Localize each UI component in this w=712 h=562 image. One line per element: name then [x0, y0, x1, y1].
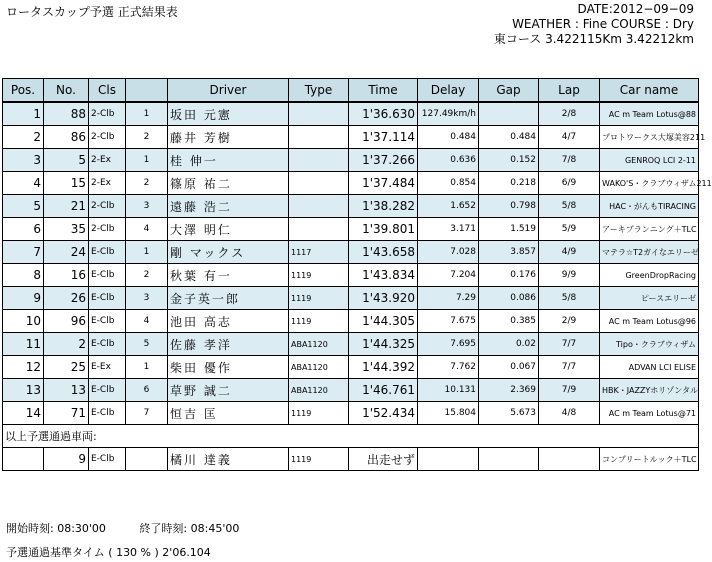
cell-time: 1'43.920: [349, 287, 418, 310]
cell-no: 88: [44, 102, 89, 126]
cell-delay: 7.695: [418, 333, 479, 356]
cell-time: 1'43.658: [349, 241, 418, 264]
cell-cls: 2-Clb: [89, 195, 126, 218]
cell-delay: 7.675: [418, 310, 479, 333]
cell-delay: 127.49km/h: [418, 102, 479, 126]
cell-lap: 7/9: [539, 379, 600, 402]
col-header-cls: Cls: [89, 79, 126, 103]
table-row: [3, 379, 699, 402]
col-header-sub: [126, 79, 168, 103]
cell-delay: 0.854: [418, 172, 479, 195]
col-header-car: Car name: [600, 79, 699, 103]
cell-driver: 池田 高志: [168, 310, 289, 333]
cell-driver: 坂田 元憲: [168, 102, 289, 126]
cell-sub: 2: [126, 264, 168, 287]
cell-delay: 3.171: [418, 218, 479, 241]
cell-gap: 0.385: [479, 310, 539, 333]
cell-time: 1'39.801: [349, 218, 418, 241]
cell-cls: E-Clb: [89, 333, 126, 356]
cell-driver: 藤井 芳樹: [168, 126, 289, 149]
col-header-delay: Delay: [418, 79, 479, 103]
cell-cls: E-Clb: [89, 448, 126, 471]
table-row: [3, 195, 699, 218]
cell-time: 1'37.484: [349, 172, 418, 195]
cell-gap: 0.484: [479, 126, 539, 149]
cell-no: 86: [44, 126, 89, 149]
cell-car: アーキプランニング＋TLC: [600, 218, 699, 241]
cell-cls: E-Clb: [89, 402, 126, 425]
cell-gap: 0.798: [479, 195, 539, 218]
cell-cls: 2-Ex: [89, 172, 126, 195]
cell-time: 1'46.761: [349, 379, 418, 402]
cell-type: ABA1120: [289, 379, 349, 402]
table-row: [3, 310, 699, 333]
cell-lap: 7/7: [539, 333, 600, 356]
cell-driver: 恒吉 匡: [168, 402, 289, 425]
table-row: [3, 402, 699, 425]
cell-lap: 6/9: [539, 172, 600, 195]
cell-cls: E-Clb: [89, 241, 126, 264]
cell-type: [289, 195, 349, 218]
cell-lap: 2/8: [539, 102, 600, 126]
weather-label: WEATHER : Fine COURSE : Dry: [512, 17, 694, 31]
cell-driver: 遠藤 浩二: [168, 195, 289, 218]
cell-delay: [418, 448, 479, 471]
cell-no: 71: [44, 402, 89, 425]
cell-sub: [126, 448, 168, 471]
cell-lap: 5/8: [539, 195, 600, 218]
footer-times: [6, 520, 239, 536]
cell-sub: 2: [126, 172, 168, 195]
cell-driver: 秋葉 有一: [168, 264, 289, 287]
table-row: [3, 102, 699, 126]
cell-driver: 柴田 優作: [168, 356, 289, 379]
cell-cls: 2-Clb: [89, 126, 126, 149]
cell-car: AC m Team Lotus@88: [600, 102, 699, 126]
cell-time: 1'44.392: [349, 356, 418, 379]
cell-lap: 4/7: [539, 126, 600, 149]
cell-sub: 1: [126, 149, 168, 172]
cell-delay: 7.204: [418, 264, 479, 287]
cell-car: AC m Team Lotus@96: [600, 310, 699, 333]
cell-car: Tipo・クラブウィザム: [600, 333, 699, 356]
cell-sub: 7: [126, 402, 168, 425]
cell-gap: [479, 102, 539, 126]
cell-cls: E-Clb: [89, 379, 126, 402]
cell-type: 1119: [289, 264, 349, 287]
cell-lap: 5/8: [539, 287, 600, 310]
cell-cls: 2-Clb: [89, 218, 126, 241]
cell-no: 13: [44, 379, 89, 402]
cell-driver: 剛 マックス: [168, 241, 289, 264]
header-row: [3, 79, 699, 103]
cell-lap: 7/8: [539, 149, 600, 172]
cell-type: [289, 102, 349, 126]
cell-delay: 0.636: [418, 149, 479, 172]
cell-sub: 1: [126, 102, 168, 126]
cell-sub: 2: [126, 126, 168, 149]
table-row: [3, 149, 699, 172]
cell-type: [289, 126, 349, 149]
col-header-driver: Driver: [168, 79, 289, 103]
start-time: 開始時刻: 08:30'00: [6, 522, 106, 535]
qualify-time: 予選通過基準タイム ( 130 % ) 2'06.104: [6, 546, 211, 559]
end-time: 終了時刻: 08:45'00: [139, 522, 240, 535]
cell-sub: 3: [126, 195, 168, 218]
cell-delay: 1.652: [418, 195, 479, 218]
cell-gap: [479, 448, 539, 471]
cell-pos: 7: [3, 241, 44, 264]
cell-pos: 9: [3, 287, 44, 310]
cell-lap: 7/7: [539, 356, 600, 379]
cell-sub: 4: [126, 218, 168, 241]
col-header-gap: Gap: [479, 79, 539, 103]
cell-pos: 4: [3, 172, 44, 195]
col-header-time: Time: [349, 79, 418, 103]
cell-gap: 0.02: [479, 333, 539, 356]
cell-time: 1'44.325: [349, 333, 418, 356]
cell-gap: 2.369: [479, 379, 539, 402]
cell-car: AC m Team Lotus@71: [600, 402, 699, 425]
cell-type: [289, 218, 349, 241]
table-row: [3, 287, 699, 310]
cell-car: HBK・JAZZYホリゾンタル: [600, 379, 699, 402]
course-label: 東コース 3.422115Km 3.42212km: [493, 32, 694, 46]
cell-no: 5: [44, 149, 89, 172]
cell-sub: 1: [126, 356, 168, 379]
cell-no: 16: [44, 264, 89, 287]
cell-no: 35: [44, 218, 89, 241]
col-header-lap: Lap: [539, 79, 600, 103]
table-row: [3, 126, 699, 149]
cell-car: マテラ☆T2ガイなエリーゼ: [600, 241, 699, 264]
cell-type: 1119: [289, 448, 349, 471]
cell-lap: 2/9: [539, 310, 600, 333]
cell-sub: 1: [126, 241, 168, 264]
results-table: [2, 78, 712, 471]
cell-pos: 12: [3, 356, 44, 379]
table-row: [3, 241, 699, 264]
cell-lap: 9/9: [539, 264, 600, 287]
cell-time: 1'44.305: [349, 310, 418, 333]
cell-delay: 7.762: [418, 356, 479, 379]
cell-time: 1'43.834: [349, 264, 418, 287]
table-row: [3, 264, 699, 287]
cell-lap: [539, 448, 600, 471]
cell-time: 1'37.266: [349, 149, 418, 172]
cell-sub: 3: [126, 287, 168, 310]
cell-car: HAC・がんもTIRACING: [600, 195, 699, 218]
cell-pos: 2: [3, 126, 44, 149]
cell-pos: 13: [3, 379, 44, 402]
table-row: [3, 356, 699, 379]
cell-pos: 8: [3, 264, 44, 287]
cell-time: 出走せず: [349, 448, 418, 471]
cell-car: GENROQ LCI 2-11: [600, 149, 699, 172]
cell-type: ABA1120: [289, 356, 349, 379]
cell-car: WAKO'S・クラブウィザム211: [600, 172, 699, 195]
section-row: [3, 425, 699, 448]
cell-no: 2: [44, 333, 89, 356]
cell-delay: 7.29: [418, 287, 479, 310]
cell-no: 9: [44, 448, 89, 471]
cell-sub: 4: [126, 310, 168, 333]
cell-sub: 6: [126, 379, 168, 402]
cell-cls: 2-Ex: [89, 149, 126, 172]
cell-car: ピースエリーゼ: [600, 287, 699, 310]
page-title: ロータスカップ予選 正式結果表: [6, 5, 178, 19]
cell-lap: 5/9: [539, 218, 600, 241]
table-row: [3, 333, 699, 356]
cell-delay: 15.804: [418, 402, 479, 425]
cell-pos: 10: [3, 310, 44, 333]
cell-cls: E-Ex: [89, 356, 126, 379]
table-row: [3, 448, 699, 471]
cell-no: 25: [44, 356, 89, 379]
cell-gap: 1.519: [479, 218, 539, 241]
cell-pos: 5: [3, 195, 44, 218]
cell-type: 1119: [289, 402, 349, 425]
cell-time: 1'38.282: [349, 195, 418, 218]
cell-no: 26: [44, 287, 89, 310]
cell-type: 1119: [289, 310, 349, 333]
cell-delay: 10.131: [418, 379, 479, 402]
cell-gap: 0.218: [479, 172, 539, 195]
cell-driver: 橘川 達義: [168, 448, 289, 471]
cell-car: プロトワークス大塚美容211: [600, 126, 699, 149]
cell-no: 96: [44, 310, 89, 333]
cell-gap: 0.176: [479, 264, 539, 287]
cell-pos: 11: [3, 333, 44, 356]
cell-pos: 1: [3, 102, 44, 126]
cell-pos: 14: [3, 402, 44, 425]
col-header-no: No.: [44, 79, 89, 103]
cell-pos: 6: [3, 218, 44, 241]
cell-sub: 5: [126, 333, 168, 356]
cell-gap: 3.857: [479, 241, 539, 264]
cell-no: 21: [44, 195, 89, 218]
cell-gap: 0.086: [479, 287, 539, 310]
cell-lap: 4/8: [539, 402, 600, 425]
cell-delay: 0.484: [418, 126, 479, 149]
table-row: [3, 172, 699, 195]
cell-gap: 5.673: [479, 402, 539, 425]
cell-type: 1117: [289, 241, 349, 264]
cell-pos: 3: [3, 149, 44, 172]
cell-driver: 桂 伸一: [168, 149, 289, 172]
date-label: DATE:2012−09−09: [577, 2, 694, 16]
cell-type: [289, 149, 349, 172]
cell-driver: 佐藤 孝洋: [168, 333, 289, 356]
cell-driver: 草野 誠二: [168, 379, 289, 402]
cell-cls: 2-Clb: [89, 102, 126, 126]
cell-delay: 7.028: [418, 241, 479, 264]
table-row: [3, 218, 699, 241]
cell-time: 1'36.630: [349, 102, 418, 126]
cell-car: GreenDropRacing: [600, 264, 699, 287]
cell-cls: E-Clb: [89, 310, 126, 333]
section-label: 以上予選通過車両:: [3, 425, 699, 448]
cell-car: コンプリートルック＋TLC: [600, 448, 699, 471]
cell-time: 1'52.434: [349, 402, 418, 425]
cell-time: 1'37.114: [349, 126, 418, 149]
cell-lap: 4/9: [539, 241, 600, 264]
cell-type: [289, 172, 349, 195]
cell-driver: 金子英一郎: [168, 287, 289, 310]
cell-cls: E-Clb: [89, 287, 126, 310]
cell-driver: 大澤 明仁: [168, 218, 289, 241]
col-header-pos: Pos.: [3, 79, 44, 103]
cell-type: ABA1120: [289, 333, 349, 356]
cell-no: 15: [44, 172, 89, 195]
cell-driver: 篠原 祐二: [168, 172, 289, 195]
cell-gap: 0.067: [479, 356, 539, 379]
col-header-type: Type: [289, 79, 349, 103]
cell-car: ADVAN LCI ELISE: [600, 356, 699, 379]
cell-gap: 0.152: [479, 149, 539, 172]
cell-no: 24: [44, 241, 89, 264]
cell-pos: [3, 448, 44, 471]
cell-type: 1119: [289, 287, 349, 310]
cell-cls: E-Clb: [89, 264, 126, 287]
